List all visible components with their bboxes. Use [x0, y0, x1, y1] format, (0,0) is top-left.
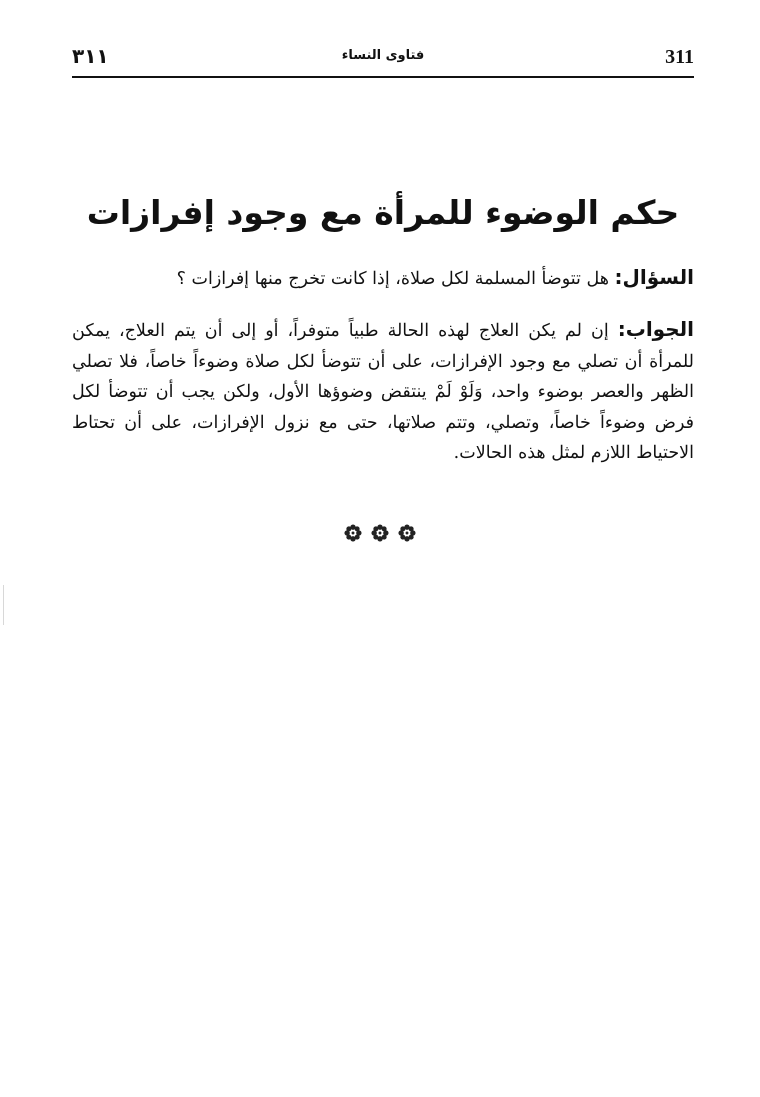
- question-label: السؤال:: [614, 265, 694, 289]
- running-title: فتاوى النساء: [341, 48, 425, 63]
- answer-text: إن لم يكن العلاج لهذه الحالة طبياً متوفراً، أو إلى أن يتم العلاج، يمكن للمرأة أن تصلي مع وجود الإفرازات، على أن تتوضأ لكل صلاة وضوءاً خاصاً، فلا تصلي الظهر والعصر بوضوء واحد، وَلَوْ لَمْ ينتقض وضوؤها الأول، ولكن يجب أن تتوضأ لكل فرض وضوءاً خاصاً، وتصلي، وتتم صلاتها، حتى مع نزول الإفرازات، على أن تحتاط الاحتياط اللازم لمثل هذه الحالات.: [72, 321, 694, 463]
- section-end-ornament: [0, 524, 760, 546]
- question-text: هل تتوضأ المسلمة لكل صلاة، إذا كانت تخرج منها إفرازات ؟: [176, 269, 615, 289]
- flower-ornament-icon: [371, 524, 389, 542]
- question-paragraph: [72, 262, 694, 294]
- page-number-latin: 311: [665, 46, 694, 68]
- header-divider: [72, 76, 694, 78]
- scan-edge-mark: [3, 585, 4, 625]
- flower-ornament-icon: [398, 524, 416, 542]
- page-header: [72, 42, 694, 72]
- page-number-arabic: ٣١١: [72, 44, 109, 68]
- flower-ornament-icon: [344, 524, 362, 542]
- article-title: حكم الوضوء للمرأة مع وجود إفرازات: [86, 193, 680, 232]
- answer-paragraph: [72, 314, 694, 469]
- answer-label: الجواب:: [617, 317, 694, 341]
